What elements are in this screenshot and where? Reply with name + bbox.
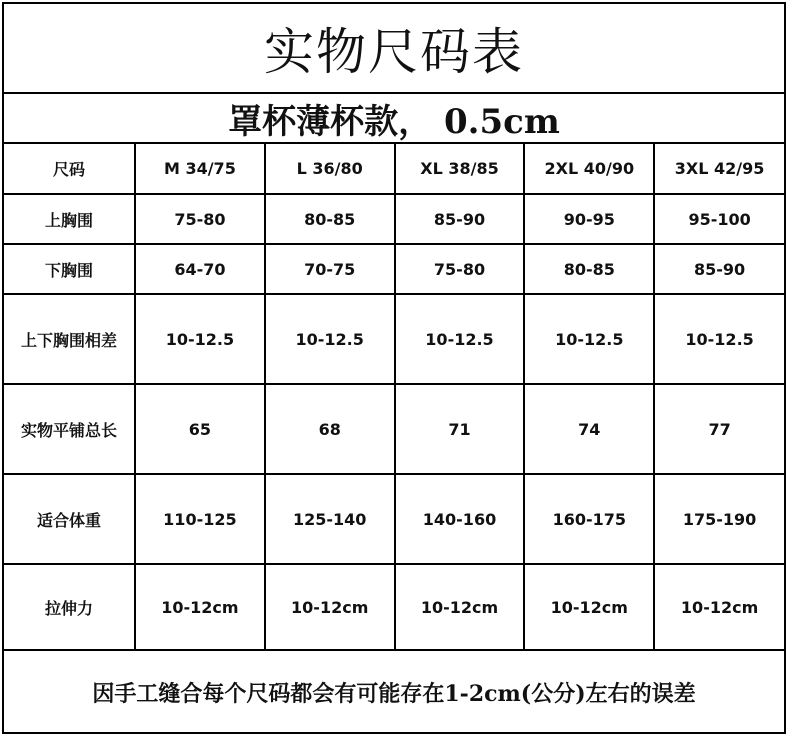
table-cell: 74 <box>524 384 654 474</box>
table-cell: 85-90 <box>654 244 784 294</box>
table-cell: 77 <box>654 384 784 474</box>
table-cell: 160-175 <box>524 474 654 564</box>
row-label-cell: 上下胸围相差 <box>4 294 135 384</box>
table-row <box>4 194 784 244</box>
table-cell: 10-12cm <box>395 564 525 650</box>
row-label-cell: 拉伸力 <box>4 564 135 650</box>
table-cell: 75-80 <box>135 194 265 244</box>
table-row <box>4 294 784 384</box>
table-row <box>4 244 784 294</box>
table-cell: 64-70 <box>135 244 265 294</box>
size-header-cell: M 34/75 <box>135 144 265 194</box>
table-cell: 75-80 <box>395 244 525 294</box>
table-cell: 85-90 <box>395 194 525 244</box>
table-cell: 90-95 <box>524 194 654 244</box>
table-cell: 175-190 <box>654 474 784 564</box>
footer-note: 因手工缝合每个尺码都会有可能存在1-2cm(公分)左右的误差 <box>92 680 696 707</box>
table-row <box>4 564 784 650</box>
table-cell: 10-12.5 <box>265 294 395 384</box>
table-cell: 10-12.5 <box>654 294 784 384</box>
table-cell: 10-12cm <box>265 564 395 650</box>
table-cell: 10-12cm <box>524 564 654 650</box>
size-chart-frame <box>2 2 786 734</box>
table-cell: 10-12cm <box>135 564 265 650</box>
table-cell: 10-12.5 <box>395 294 525 384</box>
table-cell: 70-75 <box>265 244 395 294</box>
table-cell: 140-160 <box>395 474 525 564</box>
table-cell: 65 <box>135 384 265 474</box>
page-title: 实物尺码表 <box>4 4 784 94</box>
table-row <box>4 474 784 564</box>
page-subtitle: 罩杯薄杯款， 0.5cm <box>4 94 784 144</box>
table-cell: 125-140 <box>265 474 395 564</box>
table-cell: 10-12.5 <box>135 294 265 384</box>
size-header-cell: 3XL 42/95 <box>654 144 784 194</box>
size-header-cell: XL 38/85 <box>395 144 525 194</box>
size-header-cell: 2XL 40/90 <box>524 144 654 194</box>
table-cell: 68 <box>265 384 395 474</box>
row-label-cell: 实物平铺总长 <box>4 384 135 474</box>
table-row <box>4 384 784 474</box>
table-cell: 80-85 <box>524 244 654 294</box>
row-label-cell: 下胸围 <box>4 244 135 294</box>
table-header-row <box>4 144 784 194</box>
table-cell: 10-12cm <box>654 564 784 650</box>
table-cell: 80-85 <box>265 194 395 244</box>
size-header-cell: L 36/80 <box>265 144 395 194</box>
table-cell: 95-100 <box>654 194 784 244</box>
row-label-cell: 适合体重 <box>4 474 135 564</box>
row-label-cell: 上胸围 <box>4 194 135 244</box>
table-cell: 110-125 <box>135 474 265 564</box>
table-cell: 71 <box>395 384 525 474</box>
header-label-cell: 尺码 <box>4 144 135 194</box>
table-cell: 10-12.5 <box>524 294 654 384</box>
size-table <box>4 144 784 651</box>
